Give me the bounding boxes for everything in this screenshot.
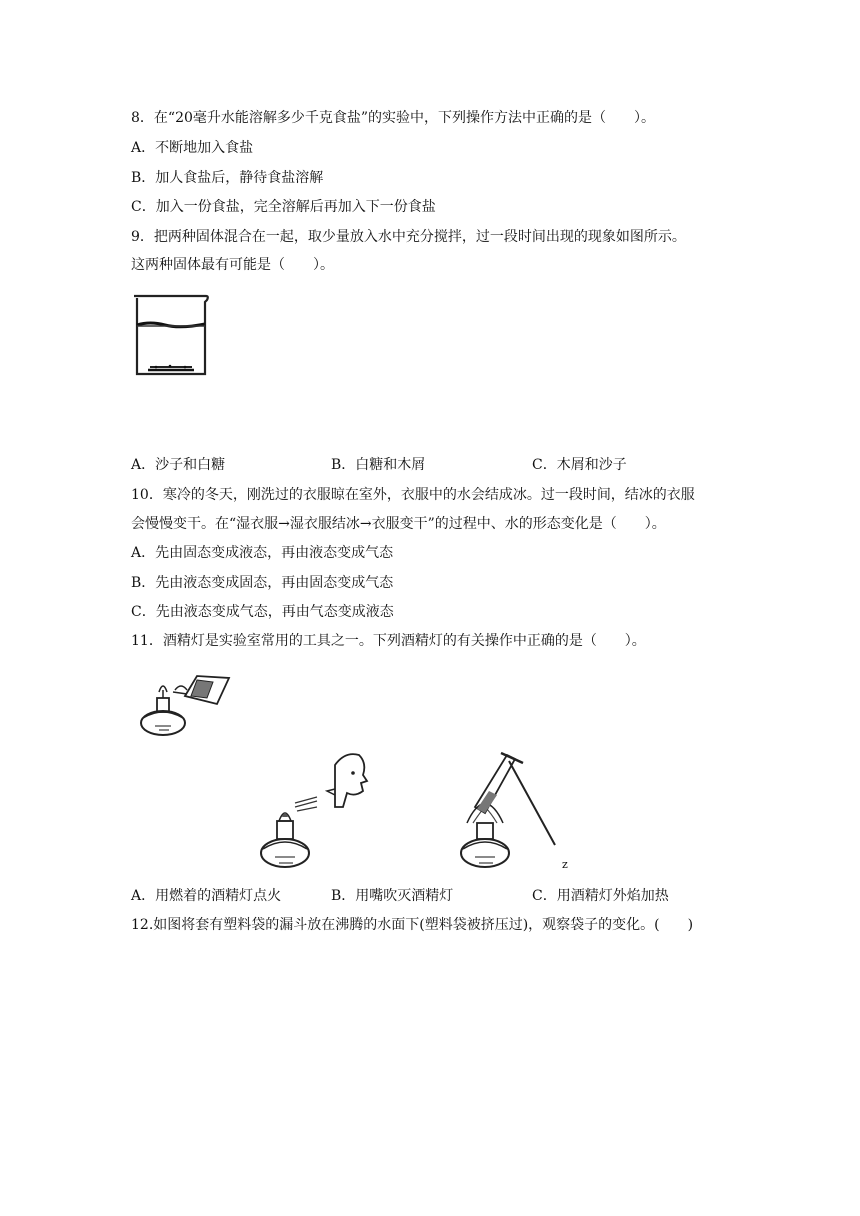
q11-option-a: A．用燃着的酒精灯点火 bbox=[131, 888, 282, 904]
stray-mark: z bbox=[562, 858, 568, 871]
heating-test-tube-illustration bbox=[455, 745, 575, 875]
q8-option-c: C．加入一份食盐，完全溶解后再加入下一份食盐 bbox=[131, 199, 436, 215]
q12-stem: 12.如图将套有塑料袋的漏斗放在沸腾的水面下(塑料袋被挤压过)，观察袋子的变化。( ) bbox=[131, 917, 694, 933]
q11-stem: 11．酒精灯是实验室常用的工具之一。下列酒精灯的有关操作中正确的是（ ）。 bbox=[131, 633, 646, 649]
q11-option-c: C．用酒精灯外焰加热 bbox=[532, 888, 669, 904]
q10-stem-line2: 会慢慢变干。在“湿衣服→湿衣服结冰→衣服变干”的过程中、水的形态变化是（ ）。 bbox=[131, 516, 666, 532]
q10-stem-line1: 10．寒冷的冬天，刚洗过的衣服晾在室外，衣服中的水会结成冰。过一段时间，结冰的衣服 bbox=[131, 487, 695, 503]
q9-option-b: B．白糖和木屑 bbox=[331, 457, 426, 473]
q10-option-a: A．先由固态变成液态，再由液态变成气态 bbox=[131, 545, 394, 561]
q9-stem-line1: 9．把两种固体混合在一起，取少量放入水中充分搅拌，过一段时间出现的现象如图所示。 bbox=[131, 229, 686, 245]
beaker-illustration bbox=[130, 290, 210, 380]
q10-option-c: C．先由液态变成气态，再由气态变成液态 bbox=[131, 604, 394, 620]
q9-option-a: A．沙子和白糖 bbox=[131, 457, 226, 473]
q8-option-a: A．不断地加入食盐 bbox=[131, 140, 254, 156]
lamp-lighting-lamp-illustration bbox=[135, 668, 235, 740]
blowing-lamp-illustration bbox=[255, 745, 375, 875]
q9-option-c: C．木屑和沙子 bbox=[532, 457, 627, 473]
q8-stem: 8．在“20毫升水能溶解多少千克食盐”的实验中，下列操作方法中正确的是（ ）。 bbox=[131, 110, 656, 126]
q11-option-b: B．用嘴吹灭酒精灯 bbox=[331, 888, 454, 904]
q8-option-b: B．加人食盐后，静待食盐溶解 bbox=[131, 170, 324, 186]
q10-option-b: B．先由液态变成固态，再由固态变成气态 bbox=[131, 575, 394, 591]
q9-stem-line2: 这两种固体最有可能是（ ）。 bbox=[131, 257, 334, 273]
